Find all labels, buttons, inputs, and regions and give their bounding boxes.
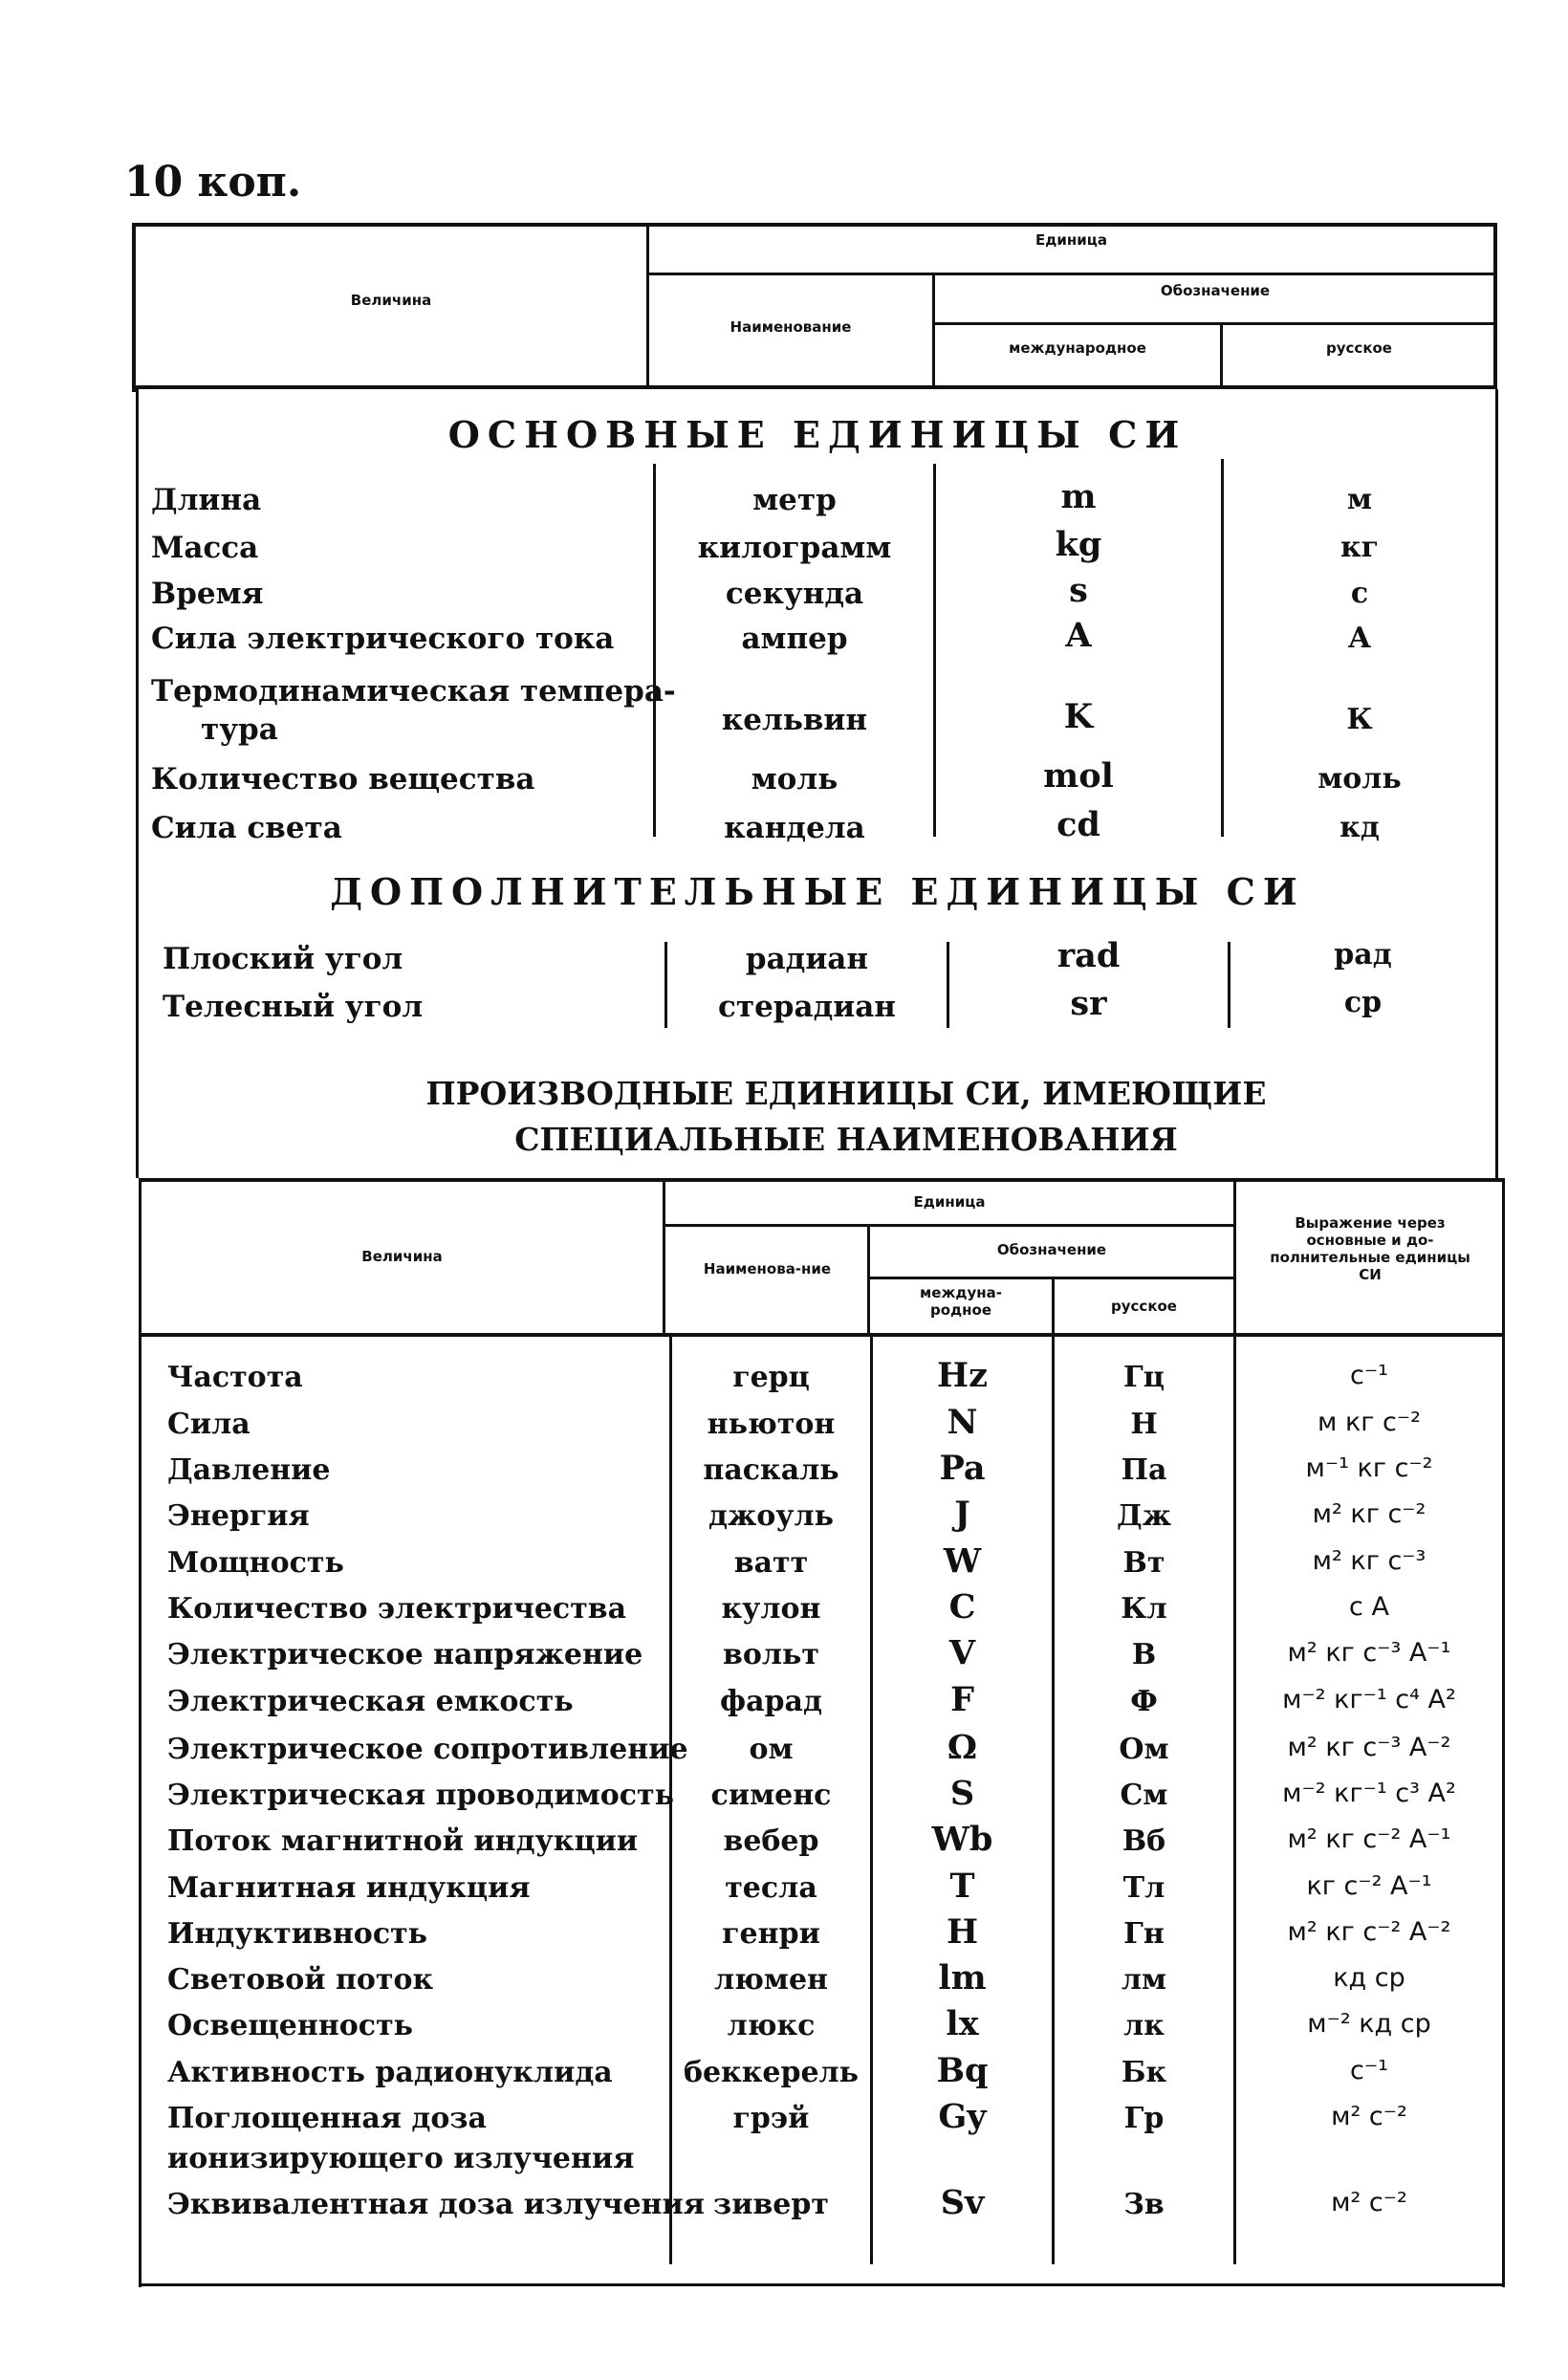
derived-row-name: сименс [710, 1779, 832, 1812]
section-title-derived: ПРОИЗВОДНЫЕ ЕДИНИЦЫ СИ, ИМЕЮЩИЕ СПЕЦИАЛЬНЫЕ НАИМЕНОВАНИЯ [425, 1075, 1267, 1158]
derived-row-quantity: Световой поток [167, 1963, 434, 1997]
derived-row-quantity: Поток магнитной индукции [167, 1824, 639, 1858]
derived-row-intl: N [947, 1403, 978, 1442]
base-row-quantity: Сила света [151, 811, 342, 845]
derived-row-rus: Вб [1122, 1824, 1166, 1858]
derived-row-expression: м² с⁻² [1331, 2102, 1407, 2131]
base-row-intl: mol [1043, 756, 1114, 796]
base-row-intl: kg [1055, 525, 1102, 564]
derived-row-rus: лк [1123, 2009, 1165, 2042]
derived-row-intl: J [954, 1495, 970, 1534]
derived-row-expression: м⁻² кг⁻¹ с³ А² [1282, 1779, 1456, 1808]
supp-row-quantity: Телесный угол [163, 990, 424, 1024]
supp-row-name: стерадиан [718, 990, 896, 1024]
derived-row-rus: Гр [1123, 2102, 1165, 2135]
t2-header-name: Наименова-ние [703, 1260, 832, 1277]
t2-header-unit: Единица [913, 1193, 986, 1211]
derived-row-rus: Па [1121, 1453, 1167, 1487]
derived-row-name: ом [749, 1733, 794, 1766]
base-row-rus: м [1346, 483, 1373, 516]
derived-row-expression: м² кг с⁻² А⁻¹ [1287, 1824, 1451, 1854]
derived-row-expression: м² кг с⁻³ А⁻¹ [1287, 1638, 1451, 1668]
base-row-intl: m [1060, 477, 1097, 516]
base-row-name: метр [752, 483, 837, 517]
derived-row-expression: м⁻¹ кг с⁻² [1305, 1453, 1433, 1483]
derived-row-expression: кд ср [1333, 1963, 1405, 1993]
derived-row-quantity: Электрическое напряжение [167, 1638, 643, 1671]
derived-row-quantity: Поглощенная доза [167, 2102, 487, 2135]
derived-row-intl: V [948, 1633, 976, 1672]
derived-row-quantity: Энергия [167, 1499, 310, 1533]
derived-row-intl: F [950, 1680, 974, 1719]
base-row-name: моль [751, 762, 838, 797]
supp-row-intl: rad [1056, 936, 1121, 975]
derived-row-expression: м² кг с⁻³ А⁻² [1287, 1733, 1451, 1762]
derived-row-rus: См [1120, 1779, 1168, 1812]
t2-header-international: междуна-родное [920, 1284, 1002, 1319]
derived-row-name: люмен [713, 1963, 829, 1997]
derived-row-expression: м⁻² кд ср [1307, 2009, 1431, 2039]
derived-row-expression: с А [1349, 1592, 1389, 1622]
derived-row-quantity: Электрическое сопротивление [167, 1733, 688, 1766]
derived-row-intl: Bq [936, 2051, 989, 2090]
base-row-intl: s [1069, 571, 1088, 610]
derived-row-expression: м² с⁻² [1331, 2188, 1407, 2217]
derived-row-name: фарад [720, 1685, 822, 1718]
derived-row-expression: с⁻¹ [1350, 1361, 1388, 1390]
supp-row-rus: рад [1334, 938, 1392, 972]
derived-row-quantity: Электрическая емкость [167, 1685, 574, 1718]
section-title-base: ОСНОВНЫЕ ЕДИНИЦЫ СИ [447, 413, 1187, 456]
derived-row-quantity: Давление [167, 1453, 331, 1487]
derived-row-intl: Pa [939, 1449, 986, 1488]
derived-row-expression: с⁻¹ [1350, 2056, 1388, 2085]
derived-row-expression: м² кг с⁻² [1312, 1499, 1426, 1529]
derived-row-intl: lm [938, 1958, 987, 1998]
section-title-supplementary: ДОПОЛНИТЕЛЬНЫЕ ЕДИНИЦЫ СИ [330, 870, 1305, 913]
derived-row-rus: Н [1130, 1408, 1158, 1441]
t1-header-russian: русское [1326, 339, 1392, 357]
supp-row-quantity: Плоский угол [163, 942, 403, 976]
supp-row-intl: sr [1070, 984, 1107, 1023]
base-row-rus: кд [1339, 811, 1380, 844]
derived-row-intl: Wb [931, 1820, 993, 1859]
derived-row-name: вольт [723, 1638, 819, 1671]
t1-header-quantity: Величина [350, 292, 432, 309]
derived-row-intl: Sv [940, 2183, 985, 2222]
derived-row-quantity: Активность радионуклида [167, 2056, 613, 2089]
derived-row-intl: S [949, 1774, 975, 1813]
derived-row-name: вебер [723, 1824, 819, 1858]
derived-row-name: грэй [732, 2102, 810, 2135]
derived-row-expression: м кг с⁻² [1318, 1408, 1421, 1437]
derived-row-rus: лм [1121, 1963, 1167, 1997]
base-row-intl: cd [1056, 805, 1100, 844]
derived-row-expression: м² кг с⁻³ [1312, 1546, 1426, 1576]
derived-row-quantity: Индуктивность [167, 1917, 428, 1951]
derived-row-intl: T [949, 1867, 975, 1906]
supp-row-rus: ср [1343, 986, 1383, 1019]
derived-row-name: зиверт [713, 2188, 829, 2221]
derived-row-name: ньютон [707, 1408, 836, 1441]
derived-row-quantity: Сила [167, 1408, 250, 1441]
derived-row-rus: Вт [1122, 1546, 1165, 1580]
derived-row-name: тесла [725, 1871, 817, 1905]
derived-row-intl: W [943, 1541, 982, 1581]
base-row-rus: А [1347, 622, 1372, 655]
base-row-quantity: Термодинамическая темпера- [151, 674, 676, 709]
derived-row-name: джоуль [708, 1499, 834, 1533]
t2-header-designation: Обозначение [996, 1241, 1107, 1258]
derived-row-intl: Ω [947, 1728, 978, 1767]
derived-row-name: паскаль [703, 1453, 839, 1487]
base-row-quantity-cont: тура [201, 712, 278, 747]
derived-row-name: кулон [721, 1592, 821, 1626]
derived-row-rus: Зв [1123, 2188, 1165, 2221]
base-row-rus: моль [1318, 762, 1402, 796]
derived-row-quantity: Мощность [167, 1546, 344, 1580]
derived-row-quantity: Эквивалентная доза излучения [167, 2188, 705, 2221]
derived-row-name: ватт [733, 1546, 809, 1580]
base-row-name: кандела [724, 811, 865, 845]
derived-row-name: беккерель [683, 2056, 860, 2089]
derived-row-quantity: Магнитная индукция [167, 1871, 531, 1905]
t1-header-name: Наименование [730, 318, 852, 336]
base-row-name: ампер [741, 622, 848, 656]
derived-row-intl: lx [946, 2004, 979, 2043]
derived-row-expression: м⁻² кг⁻¹ с⁴ А² [1282, 1685, 1456, 1714]
t1-header-designation: Обозначение [1160, 282, 1271, 299]
derived-row-name: герц [732, 1361, 810, 1394]
derived-row-intl: Hz [937, 1356, 988, 1395]
base-row-quantity: Длина [151, 483, 262, 517]
derived-row-name: люкс [727, 2009, 816, 2042]
base-row-rus: кг [1339, 531, 1380, 564]
base-row-intl: A [1065, 616, 1092, 655]
derived-row-rus: Дж [1117, 1499, 1171, 1533]
derived-row-quantity: Количество электричества [167, 1592, 627, 1626]
t2-header-russian: русское [1111, 1298, 1177, 1315]
derived-row-intl: Gy [938, 2097, 987, 2136]
supp-row-name: радиан [745, 942, 869, 976]
base-row-intl: K [1063, 697, 1094, 736]
derived-row-quantity: Освещенность [167, 2009, 414, 2042]
t2-header-expression: Выражение через основные и до-полнительные единицы СИ [1270, 1214, 1470, 1283]
base-row-quantity: Количество вещества [151, 762, 535, 797]
t2-header-quantity: Величина [361, 1248, 443, 1265]
base-row-name: кельвин [721, 703, 868, 737]
derived-row-name: генри [722, 1917, 820, 1951]
base-row-name: секунда [725, 577, 864, 611]
derived-row-rus: В [1131, 1638, 1157, 1671]
base-row-rus: с [1350, 577, 1369, 610]
page-price: 10 коп. [124, 158, 302, 207]
base-row-quantity: Время [151, 577, 264, 611]
base-row-rus: К [1346, 703, 1373, 736]
derived-row-intl: H [946, 1912, 979, 1952]
derived-row-intl: C [948, 1587, 976, 1627]
derived-row-quantity: Электрическая проводимость [167, 1779, 674, 1812]
derived-row-rus: Ом [1119, 1733, 1169, 1766]
derived-row-expression: м² кг с⁻² А⁻² [1287, 1917, 1451, 1947]
derived-row-expression: кг с⁻² А⁻¹ [1306, 1871, 1432, 1901]
derived-row-quantity-cont: ионизирующего излучения [167, 2142, 635, 2175]
t1-header-unit: Единица [1035, 231, 1107, 249]
base-row-quantity: Масса [151, 531, 259, 565]
derived-row-rus: Гн [1123, 1917, 1165, 1951]
derived-row-rus: Ф [1130, 1685, 1158, 1718]
derived-row-quantity: Частота [167, 1361, 303, 1394]
derived-row-rus: Гц [1123, 1361, 1165, 1394]
t1-header-international: международное [1009, 339, 1146, 357]
derived-row-rus: Тл [1122, 1871, 1165, 1905]
base-row-quantity: Сила электрического тока [151, 622, 615, 656]
derived-row-rus: Бк [1121, 2056, 1167, 2089]
base-row-name: килограмм [697, 531, 892, 565]
derived-row-rus: Кл [1121, 1592, 1167, 1626]
